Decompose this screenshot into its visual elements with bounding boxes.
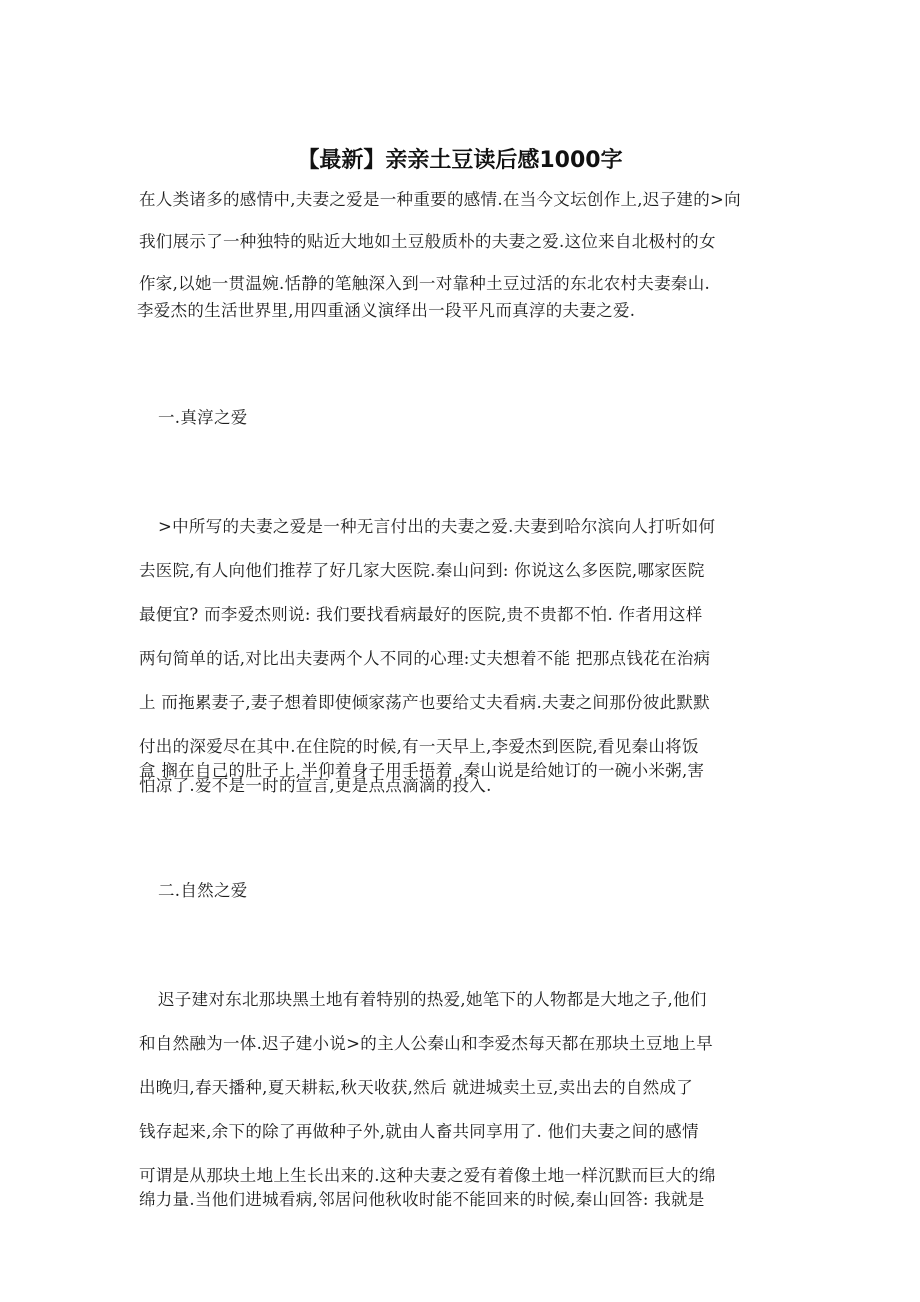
- section-line: 迟子建对东北那块黑土地有着特别的热爱,她笔下的人物都是大地之子,他们: [158, 990, 707, 1009]
- section-line: 最便宜? 而李爱杰则说: 我们要找看病最好的医院,贵不贵都不怕. 作者用这样: [139, 605, 703, 624]
- section-line: 绵力量.当他们进城看病,邻居问他秋收时能不能回来的时候,秦山回答: 我就是: [139, 1190, 705, 1209]
- intro-line: 李爱杰的生活世界里,用四重涵义演绎出一段平凡而真淳的夫妻之爱.: [137, 301, 636, 320]
- section-line: 付出的深爱尽在其中.在住院的时候,有一天早上,李爱杰到医院,看见秦山将饭: [139, 737, 699, 756]
- section-line: 和自然融为一体.迟子建小说>的主人公秦山和李爱杰每天都在那块土豆地上早: [139, 1034, 714, 1053]
- section-line: 两句简单的话,对比出夫妻两个人不同的心理:丈夫想着不能 把那点钱花在治病: [139, 649, 711, 668]
- section-line: >中所写的夫妻之爱是一种无言付出的夫妻之爱.夫妻到哈尔滨向人打听如何: [158, 517, 716, 536]
- section-line: 出晚归,春天播种,夏天耕耘,秋天收获,然后 就进城卖土豆,卖出去的自然成了: [139, 1078, 694, 1097]
- section-line: 可谓是从那块土地上生长出来的.这种夫妻之爱有着像土地一样沉默而巨大的绵: [139, 1166, 716, 1185]
- intro-line: 我们展示了一种独特的贴近大地如土豆般质朴的夫妻之爱.这位来自北极村的女: [139, 232, 716, 251]
- section-heading: 一.真淳之爱: [158, 408, 248, 427]
- section-line: 盒 搁在自己的肚子上,半仰着身子用手捂着 ,秦山说是给她订的一碗小米粥,害: [139, 761, 705, 780]
- section-line: 去医院,有人向他们推荐了好几家大医院.秦山问到: 你说这么多医院,哪家医院: [139, 561, 705, 580]
- document-title: 【最新】亲亲土豆读后感1000字: [297, 148, 623, 173]
- section-heading: 二.自然之爱: [158, 881, 248, 900]
- section-line: 上 而拖累妻子,妻子想着即使倾家荡产也要给丈夫看病.夫妻之间那份彼此默默: [139, 693, 711, 712]
- section-line: 怕凉了.爱不是一时的宣言,更是点点滴滴的投入.: [139, 776, 492, 795]
- section-line: 钱存起来,余下的除了再做种子外,就由人畜共同享用了. 他们夫妻之间的感情: [139, 1122, 699, 1141]
- intro-line: 在人类诸多的感情中,夫妻之爱是一种重要的感情.在当今文坛创作上,迟子建的>向: [139, 190, 741, 209]
- intro-line: 作家,以她一贯温婉.恬静的笔触深入到一对靠种土豆过活的东北农村夫妻秦山.: [139, 274, 711, 293]
